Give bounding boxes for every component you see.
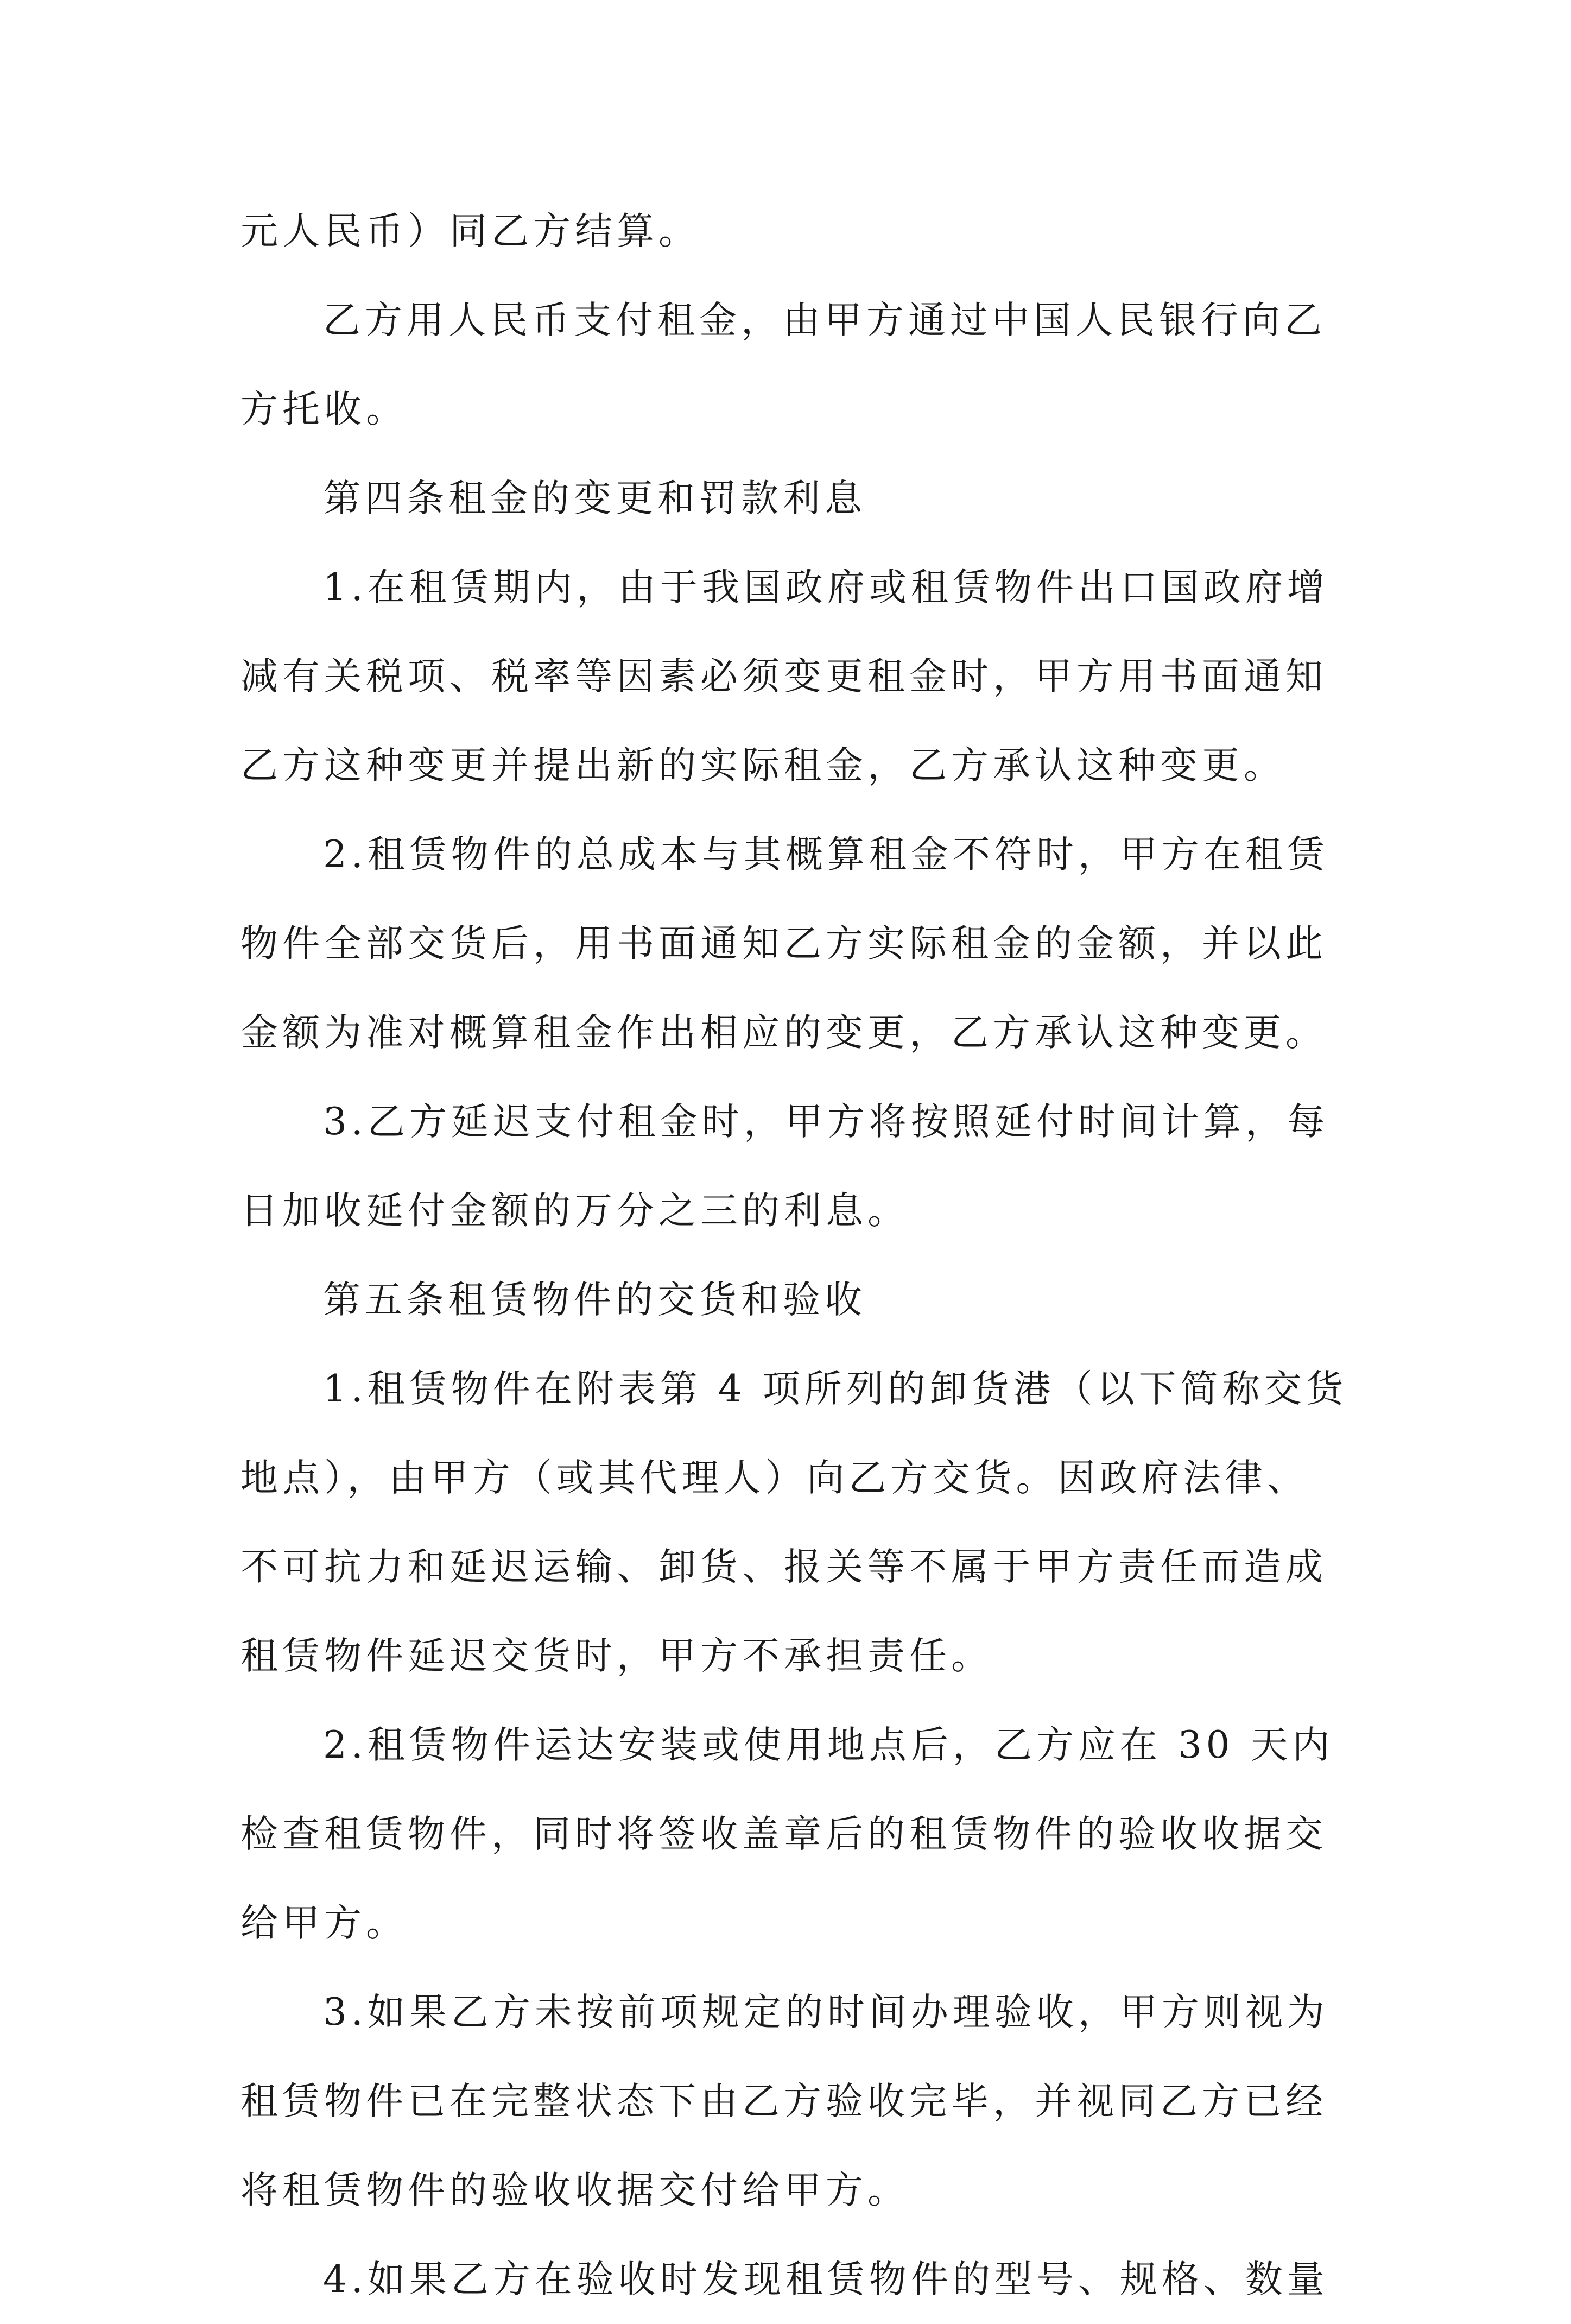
- text-line: 给甲方。: [240, 1902, 408, 1945]
- text-line: 乙方这种变更并提出新的实际租金，乙方承认这种变更。: [240, 744, 1285, 787]
- text-line: 方托收。: [240, 388, 408, 431]
- contract-body: [240, 187, 1353, 2324]
- text-line: 元人民币）同乙方结算。: [240, 210, 700, 253]
- text-line: 2.租赁物件运达安装或使用地点后，乙方应在 30 天内: [323, 1723, 1334, 1767]
- text-line: 1.在租赁期内，由于我国政府或租赁物件出口国政府增: [323, 566, 1329, 609]
- text-line: 日加收延付金额的万分之三的利息。: [240, 1189, 909, 1233]
- text-line: 4.如果乙方在验收时发现租赁物件的型号、规格、数量: [323, 2258, 1329, 2301]
- text-line: 将租赁物件的验收收据交付给甲方。: [240, 2169, 909, 2212]
- text-line: 金额为准对概算租金作出相应的变更，乙方承认这种变更。: [240, 1011, 1327, 1054]
- text-line: 不可抗力和延迟运输、卸货、报关等不属于甲方责任而造成: [240, 1545, 1327, 1589]
- text-line: 减有关税项、税率等因素必须变更租金时，甲方用书面通知: [240, 655, 1327, 698]
- text-line: 3.乙方延迟支付租金时，甲方将按照延付时间计算，每: [323, 1100, 1329, 1144]
- text-line: 1.租赁物件在附表第 4 项所列的卸货港（以下简称交货: [323, 1367, 1348, 1411]
- text-line: 地点），由甲方（或其代理人）向乙方交货。因政府法律、: [240, 1456, 1309, 1500]
- text-line: 3.如果乙方未按前项规定的时间办理验收，甲方则视为: [323, 1991, 1329, 2034]
- text-line: 乙方用人民币支付租金，由甲方通过中国人民银行向乙: [323, 299, 1326, 342]
- text-line: 租赁物件延迟交货时，甲方不承担责任。: [240, 1634, 993, 1678]
- section-heading: 第四条租金的变更和罚款利息: [323, 477, 866, 520]
- text-line: 2.租赁物件的总成本与其概算租金不符时，甲方在租赁: [323, 833, 1329, 876]
- text-line: 物件全部交货后，用书面通知乙方实际租金的金额，并以此: [240, 922, 1327, 965]
- section-heading: 第五条租赁物件的交货和验收: [323, 1278, 866, 1322]
- text-line: 检查租赁物件，同时将签收盖章后的租赁物件的验收收据交: [240, 1813, 1327, 1856]
- text-line: 租赁物件已在完整状态下由乙方验收完毕，并视同乙方已经: [240, 2080, 1327, 2123]
